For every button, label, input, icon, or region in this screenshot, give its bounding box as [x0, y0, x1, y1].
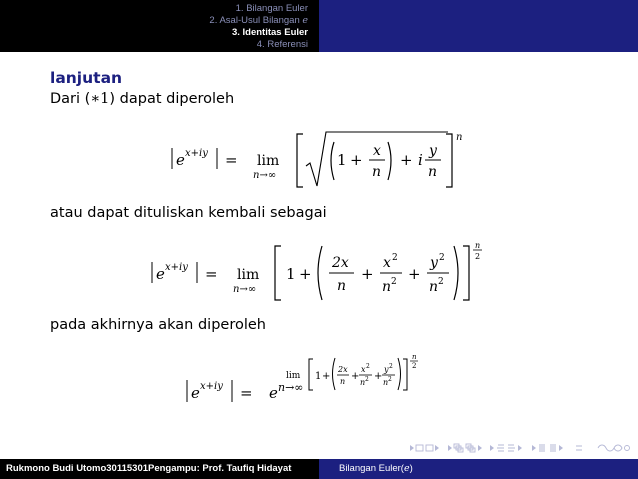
eq3-t2num: x: [361, 365, 366, 374]
eq1-n2: n: [428, 164, 438, 180]
eq1-base: e: [176, 151, 185, 169]
eq3-t3num-sq: 2: [389, 363, 393, 370]
equation-3: [175, 348, 475, 412]
eq1-i: i: [418, 151, 423, 169]
eq1-exp: x+iy: [185, 148, 208, 159]
nav-document-next-icon[interactable]: [550, 445, 563, 451]
eq2-plus-2: +: [361, 265, 374, 283]
toc-item-referensi[interactable]: 4. Referensi: [256, 39, 308, 50]
eq1-x: x: [373, 143, 381, 159]
toc-item-asal-usul[interactable]: 2. Asal-Usul Bilangan e: [209, 15, 308, 26]
eq2-t2den: n: [382, 279, 392, 295]
beamer-navigation-symbols: [408, 443, 632, 453]
eq3-plus-2: +: [351, 371, 360, 382]
eq1-equals: =: [225, 151, 238, 169]
footer-author: Rukmono Budi Utomo30115301Pengampu: Prof. Taufiq Hidayat: [0, 459, 319, 479]
eq3-pden: 2: [412, 362, 417, 370]
eq3-t2den-sq: 2: [365, 376, 369, 383]
eq3-t3den-sq: 2: [388, 376, 392, 383]
eq2-t3den: n: [429, 279, 439, 295]
eq1-limsub: n→∞: [253, 170, 277, 181]
eq2-limsub: n→∞: [233, 284, 257, 295]
eq1-one: 1: [337, 151, 347, 169]
eq3-one: 1: [315, 371, 322, 382]
eq3-t3den: n: [383, 378, 389, 387]
eq3-plus: +: [322, 371, 331, 382]
eq3-lim: lim: [286, 371, 301, 381]
toc-item-identitas-euler[interactable]: 3. Identitas Euler: [231, 27, 308, 38]
nav-search-icon[interactable]: [598, 445, 630, 451]
eq2-t1den: n: [337, 278, 347, 294]
eq3-exp: x+iy: [200, 381, 223, 392]
eq3-t1num: 2x: [338, 365, 348, 374]
eq2-t3num: y: [430, 255, 438, 271]
footer-short-title: Bilangan Euler(e): [319, 459, 638, 479]
eq3-t2num-sq: 2: [366, 363, 370, 370]
eq2-equals: =: [205, 265, 218, 283]
text-line-2: atau dapat dituliskan kembali sebagai: [50, 205, 327, 221]
eq2-t2den-sq: 2: [391, 277, 397, 287]
eq2-t3num-sq: 2: [439, 253, 445, 263]
nav-document-prev-icon[interactable]: [532, 445, 545, 451]
eq3-base-2: e: [269, 384, 278, 402]
equation-2: [140, 238, 500, 306]
nav-section-next-icon[interactable]: [508, 445, 522, 451]
text-line-1: Dari (∗1) dapat diperoleh: [50, 91, 235, 107]
eq2-pnum: n: [475, 241, 481, 250]
eq1-y: y: [429, 143, 437, 159]
header-right-panel: [319, 0, 638, 52]
eq2-one: 1: [286, 265, 296, 283]
slide-title: lanjutan: [50, 69, 123, 87]
eq3-equals: =: [240, 384, 253, 402]
eq3-t3num: y: [384, 365, 389, 374]
section-navigation: [0, 3, 308, 51]
eq1-lim: lim: [257, 153, 280, 169]
equation-1: [160, 128, 480, 194]
eq2-t3den-sq: 2: [438, 277, 444, 287]
eq1-n1: n: [372, 164, 382, 180]
nav-section-prev-icon[interactable]: [490, 445, 504, 451]
eq2-plus: +: [299, 265, 312, 283]
nav-frame-next-icon[interactable]: [426, 445, 439, 451]
eq3-limsub: n→∞: [278, 381, 304, 394]
text-line-3: pada akhirnya akan diperoleh: [50, 317, 266, 333]
nav-align-icon[interactable]: [576, 446, 582, 450]
eq2-t1num: 2x: [332, 255, 349, 271]
eq2-plus-3: +: [408, 265, 421, 283]
eq3-t2den: n: [360, 378, 366, 387]
eq3-base: e: [191, 384, 200, 402]
footer-bar: [0, 459, 638, 479]
eq1-plus-2: +: [400, 151, 413, 169]
eq1-power: n: [456, 132, 463, 143]
eq2-exp: x+iy: [165, 262, 188, 273]
nav-subsection-prev-icon[interactable]: [448, 444, 463, 452]
eq3-plus-3: +: [374, 371, 383, 382]
eq2-t2num-sq: 2: [392, 253, 398, 263]
toc-item-bilangan-euler[interactable]: 1. Bilangan Euler: [235, 3, 308, 14]
eq2-lim: lim: [237, 267, 260, 283]
eq3-pnum: n: [412, 353, 417, 361]
eq2-pden: 2: [475, 252, 481, 261]
eq3-t1den: n: [340, 377, 346, 386]
eq1-plus: +: [350, 151, 363, 169]
nav-subsection-next-icon[interactable]: [466, 444, 482, 452]
eq2-t2num: x: [383, 255, 391, 271]
eq2-base: e: [156, 265, 165, 283]
nav-frame-prev-icon[interactable]: [410, 445, 423, 451]
